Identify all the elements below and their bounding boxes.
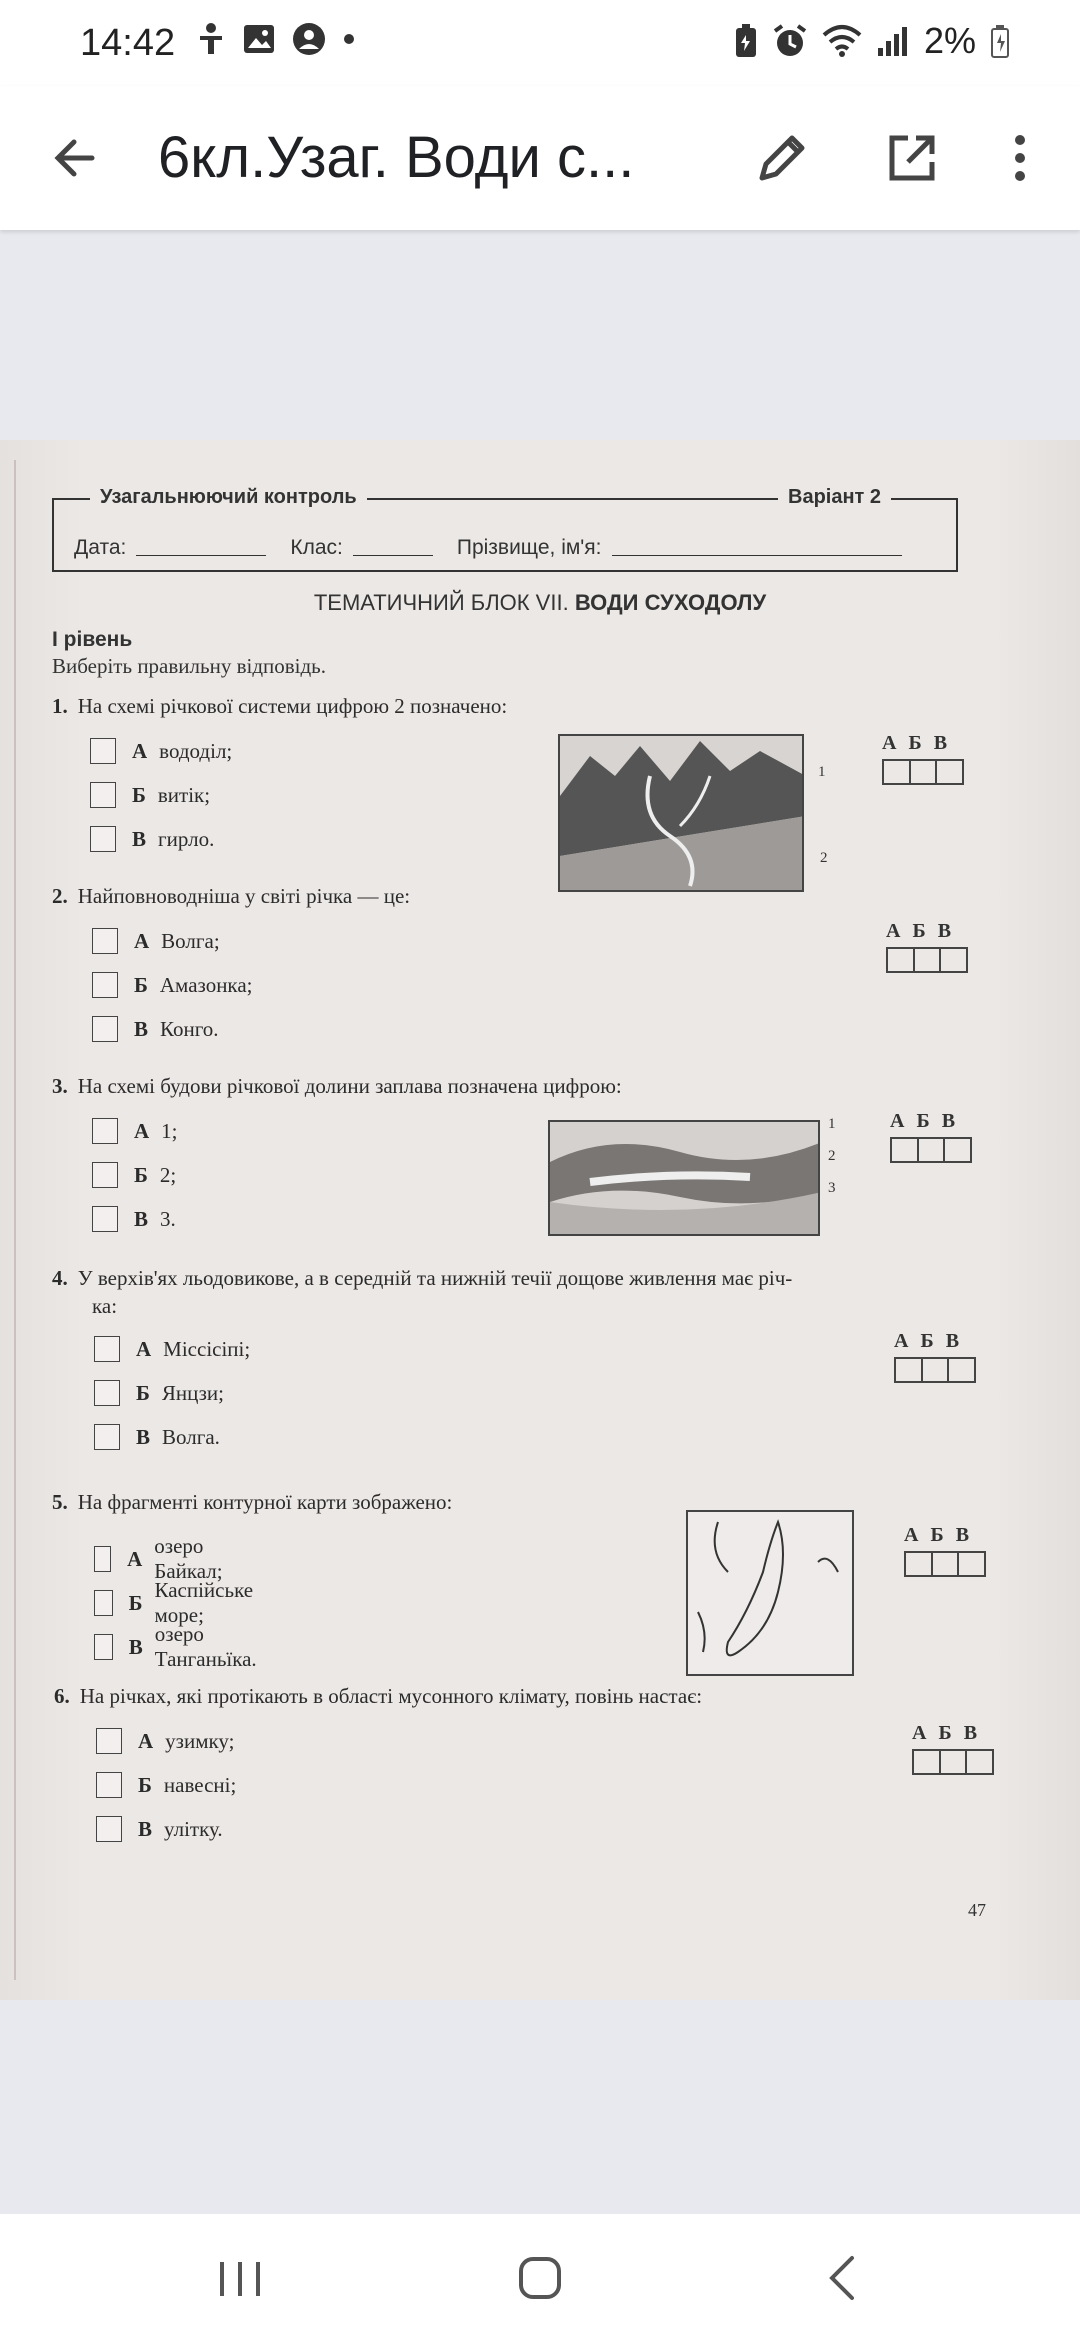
status-time: 14:42: [80, 22, 176, 64]
checkbox[interactable]: [92, 928, 118, 954]
option-letter: В: [134, 1206, 149, 1231]
battery-icon: [990, 24, 1010, 58]
alarm-icon: [772, 23, 808, 59]
picture-label-1: 1: [828, 1116, 836, 1132]
option-a[interactable]: [92, 1118, 178, 1144]
option-text: Волга.: [162, 1424, 220, 1449]
home-icon[interactable]: [510, 2250, 570, 2306]
option-letter: А: [134, 928, 150, 953]
name-label: Прізвище, ім'я:: [456, 536, 602, 559]
page-number: 47: [968, 1900, 986, 1920]
option-letter: А: [134, 1118, 150, 1143]
option-text: узимку;: [165, 1728, 235, 1753]
option-text: Амазонка;: [159, 972, 253, 997]
option-text: Каспійське море;: [154, 1578, 254, 1627]
wifi-icon: [822, 24, 862, 58]
option-letter: В: [138, 1816, 153, 1841]
option-letter: В: [128, 1634, 143, 1659]
block-prefix: ТЕМАТИЧНИЙ БЛОК VII.: [313, 590, 569, 615]
checkbox[interactable]: [94, 1336, 120, 1362]
edit-pencil-icon[interactable]: [750, 126, 814, 190]
option-letter: Б: [138, 1772, 152, 1797]
answer-box-1[interactable]: [882, 732, 964, 785]
question-text-continuation: ка:: [92, 1294, 118, 1318]
answer-cell[interactable]: [967, 1751, 992, 1773]
option-letter: В: [132, 826, 147, 851]
instruction: Виберіть правильну відповідь.: [52, 654, 327, 678]
answer-cell[interactable]: [941, 949, 966, 971]
answer-letter: Б: [930, 1524, 944, 1546]
answer-cell[interactable]: [941, 1751, 968, 1773]
option-letter: Б: [134, 1162, 148, 1187]
answer-cell[interactable]: [933, 1553, 960, 1575]
answer-letter: В: [941, 1110, 956, 1132]
answer-cell[interactable]: [945, 1139, 970, 1161]
question-number: 6.: [54, 1684, 70, 1708]
contour-map-picture: [686, 1510, 854, 1676]
option-c[interactable]: [94, 1622, 264, 1672]
checkbox[interactable]: [92, 1118, 118, 1144]
date-label: Дата:: [74, 536, 127, 559]
level-label: I рівень: [52, 628, 133, 651]
question-text: На схемі будови річкової долини заплава позначена цифрою:: [77, 1074, 622, 1098]
document-title: 6кл.Узаг. Води с...: [158, 125, 635, 190]
river-valley-illustration: [550, 1122, 820, 1236]
option-b[interactable]: [90, 782, 210, 808]
header-box: [52, 498, 958, 572]
option-letter: В: [136, 1424, 151, 1449]
option-c[interactable]: [92, 1016, 219, 1042]
block-heading: [0, 590, 1080, 616]
question-number: 3.: [52, 1074, 68, 1098]
option-b[interactable]: [94, 1380, 224, 1406]
app-bar: [0, 86, 1080, 230]
option-text: вододіл;: [159, 738, 233, 763]
status-bar: [0, 0, 1080, 86]
battery-saver-icon: [734, 23, 758, 59]
option-text: навесні;: [163, 1772, 237, 1797]
picture-label-1: 1: [818, 764, 826, 780]
answer-cell[interactable]: [888, 949, 915, 971]
class-blank: [353, 536, 433, 556]
picture-label-2: 2: [820, 850, 828, 866]
status-system-icons: [734, 20, 1010, 62]
option-letter: В: [134, 1016, 149, 1041]
page-edge-line: [14, 460, 16, 1980]
student-fields: [74, 536, 926, 560]
answer-cell[interactable]: [896, 1359, 923, 1381]
name-blank: [612, 536, 902, 556]
answer-cell[interactable]: [884, 761, 911, 783]
answer-box-5[interactable]: [904, 1524, 986, 1577]
option-c[interactable]: [90, 826, 214, 852]
option-text: улітку.: [164, 1816, 223, 1841]
river-system-picture: [558, 734, 804, 892]
answer-box-2[interactable]: [886, 920, 968, 973]
image-icon: [242, 23, 276, 55]
picture-label-3: 3: [828, 1180, 836, 1196]
question-text: Найповноводніша у світі річка — це:: [77, 884, 411, 908]
option-a[interactable]: [94, 1534, 232, 1584]
option-text: Волга;: [161, 928, 220, 953]
answer-letter: В: [933, 732, 948, 754]
option-text: Янцзи;: [161, 1380, 224, 1405]
option-b[interactable]: [92, 1162, 176, 1188]
option-b[interactable]: [96, 1772, 236, 1798]
answer-letter: Б: [912, 920, 926, 942]
lake-contour-map: [688, 1512, 854, 1676]
option-text: озеро Байкал;: [154, 1534, 223, 1583]
answer-letter: Б: [916, 1110, 930, 1132]
checkbox[interactable]: [90, 826, 116, 852]
document-page: [0, 440, 1080, 2000]
option-c[interactable]: [96, 1816, 223, 1842]
answer-letter: А: [882, 732, 897, 754]
checkbox[interactable]: [92, 1206, 118, 1232]
checkbox[interactable]: [96, 1728, 122, 1754]
more-options-icon[interactable]: [1000, 126, 1040, 190]
answer-letter: В: [945, 1330, 960, 1352]
option-letter: А: [136, 1336, 152, 1361]
option-text: витік;: [157, 782, 211, 807]
option-a[interactable]: [94, 1336, 250, 1362]
navigation-bar: [0, 2214, 1080, 2340]
option-a[interactable]: [96, 1728, 234, 1754]
option-b[interactable]: [92, 972, 252, 998]
recent-apps-icon[interactable]: [210, 2250, 270, 2306]
answer-cell[interactable]: [915, 949, 942, 971]
answer-box-4[interactable]: [894, 1330, 976, 1383]
back-icon[interactable]: [814, 2250, 874, 2306]
answer-cell[interactable]: [892, 1139, 919, 1161]
checkbox[interactable]: [92, 972, 118, 998]
answer-cell[interactable]: [914, 1751, 941, 1773]
answer-letter: Б: [908, 732, 922, 754]
checkbox[interactable]: [96, 1772, 122, 1798]
status-notification-icons: [196, 22, 356, 56]
option-text: 2;: [159, 1162, 177, 1187]
checkbox[interactable]: [92, 1162, 118, 1188]
question-number: 2.: [52, 884, 68, 908]
checkbox[interactable]: [96, 1816, 122, 1842]
option-letter: Б: [128, 1590, 143, 1615]
option-letter: Б: [136, 1380, 150, 1405]
answer-letter: А: [886, 920, 901, 942]
option-text: озеро Танганьїка.: [154, 1622, 257, 1671]
signal-icon: [876, 24, 910, 58]
option-a[interactable]: [90, 738, 232, 764]
checkbox[interactable]: [94, 1590, 113, 1616]
back-arrow-icon[interactable]: [44, 126, 108, 190]
answer-cell[interactable]: [923, 1359, 950, 1381]
answer-cell[interactable]: [949, 1359, 974, 1381]
answer-cell[interactable]: [959, 1553, 984, 1575]
option-letter: Б: [134, 972, 148, 997]
answer-letter: А: [890, 1110, 905, 1132]
block-title: ВОДИ СУХОДОЛУ: [574, 590, 767, 615]
variant-label: Варіант 2: [778, 486, 891, 509]
answer-cell[interactable]: [906, 1553, 933, 1575]
dot-icon: [342, 32, 356, 46]
answer-letter: А: [912, 1722, 927, 1744]
question-text: На річках, які протікають в області мусонного клімату, повінь настає:: [79, 1684, 703, 1708]
account-icon: [292, 22, 326, 56]
question-text: На схемі річкової системи цифрою 2 позначено:: [77, 694, 508, 718]
river-system-illustration: [560, 736, 804, 892]
checkbox[interactable]: [90, 738, 116, 764]
option-text: 1;: [161, 1118, 178, 1143]
class-label: Клас:: [290, 536, 343, 559]
checkbox[interactable]: [92, 1016, 118, 1042]
option-letter: А: [138, 1728, 154, 1753]
question-number: 4.: [52, 1266, 68, 1290]
answer-cell[interactable]: [911, 761, 938, 783]
checkbox[interactable]: [90, 782, 116, 808]
question-number: 5.: [52, 1490, 68, 1514]
option-text: Конго.: [160, 1016, 219, 1041]
checkbox[interactable]: [94, 1634, 113, 1660]
option-a[interactable]: [92, 928, 220, 954]
question-text: У верхів'ях льодовикове, а в середній та нижній течії дощове живлення має річ-: [77, 1266, 793, 1290]
picture-label-2: 2: [828, 1148, 836, 1164]
accessibility-icon: [196, 22, 226, 56]
option-c[interactable]: [92, 1206, 176, 1232]
option-text: гирло.: [158, 826, 215, 851]
option-letter: Б: [132, 782, 146, 807]
answer-box-3[interactable]: [890, 1110, 972, 1163]
battery-percent: 2%: [923, 20, 976, 61]
date-blank: [136, 536, 266, 556]
checkbox[interactable]: [94, 1424, 120, 1450]
open-external-icon[interactable]: [880, 126, 944, 190]
answer-cell[interactable]: [919, 1139, 946, 1161]
answer-letter: Б: [920, 1330, 934, 1352]
river-valley-picture: [548, 1120, 820, 1236]
checkbox[interactable]: [94, 1380, 120, 1406]
answer-letter: А: [894, 1330, 909, 1352]
answer-letter: Б: [938, 1722, 952, 1744]
option-letter: А: [132, 738, 148, 763]
answer-cell[interactable]: [937, 761, 962, 783]
question-number: 1.: [52, 694, 68, 718]
answer-letter: В: [963, 1722, 978, 1744]
answer-box-6[interactable]: [912, 1722, 994, 1775]
checkbox[interactable]: [94, 1546, 111, 1572]
question-text: На фрагменті контурної карти зображено:: [77, 1490, 453, 1514]
option-text: Міссісіпі;: [163, 1336, 251, 1361]
answer-letter: В: [955, 1524, 970, 1546]
option-text: 3.: [160, 1206, 176, 1231]
option-c[interactable]: [94, 1424, 220, 1450]
header-title: Узагальнюючий контроль: [90, 486, 367, 509]
option-letter: А: [127, 1546, 143, 1571]
option-b[interactable]: [94, 1578, 260, 1628]
answer-letter: В: [937, 920, 952, 942]
answer-letter: А: [904, 1524, 919, 1546]
